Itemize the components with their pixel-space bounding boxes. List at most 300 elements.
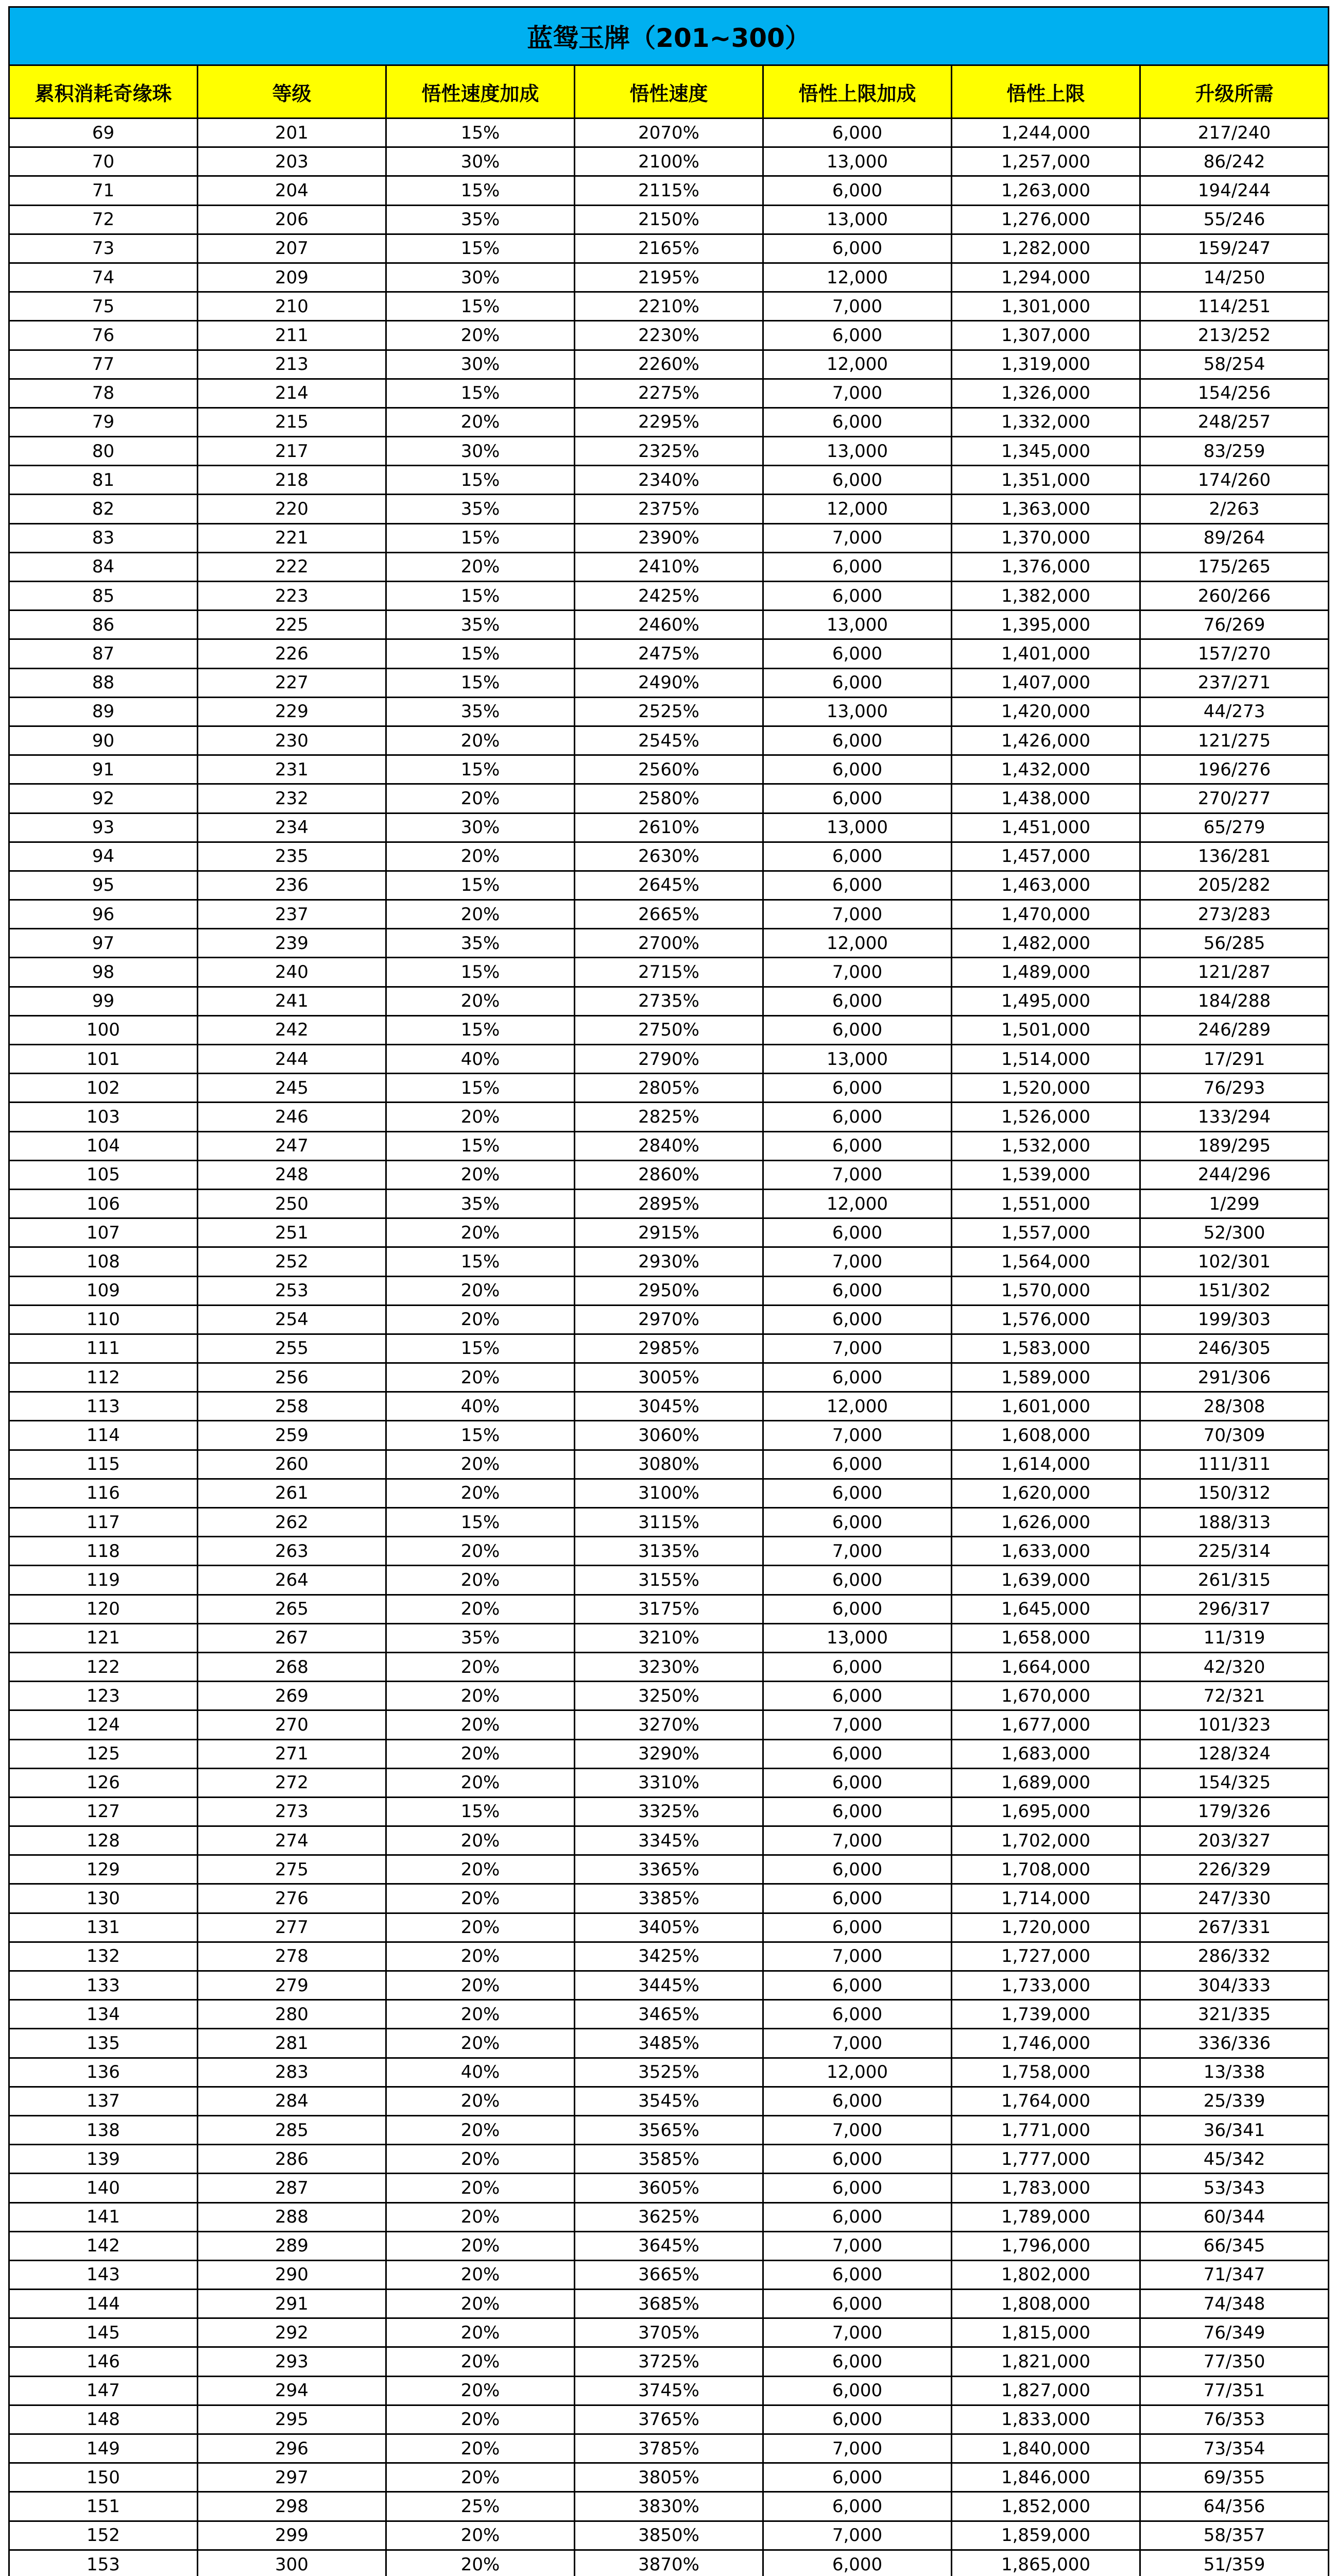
table-row xyxy=(9,118,1329,147)
cap-bonus-cell: 13,000 xyxy=(763,697,952,726)
level-cell: 236 xyxy=(198,871,386,900)
speed-bonus-cell: 15% xyxy=(386,118,575,147)
speed-bonus-cell: 40% xyxy=(386,1045,575,1074)
cap-cell: 1,720,000 xyxy=(952,1913,1140,1942)
table-row xyxy=(9,2492,1329,2521)
level-cell: 261 xyxy=(198,1479,386,1507)
cap-cell: 1,294,000 xyxy=(952,263,1140,292)
table-row xyxy=(9,1074,1329,1103)
upgrade-required-cell: 237/271 xyxy=(1140,668,1329,697)
table-row xyxy=(9,1189,1329,1218)
upgrade-required-cell: 261/315 xyxy=(1140,1566,1329,1595)
cumulative-pearls-cell: 100 xyxy=(9,1015,198,1044)
cap-cell: 1,739,000 xyxy=(952,2000,1140,2029)
cap-bonus-cell: 7,000 xyxy=(763,958,952,987)
cap-bonus-cell: 13,000 xyxy=(763,205,952,234)
speed-cell: 2115% xyxy=(575,176,763,205)
level-cell: 237 xyxy=(198,900,386,929)
speed-cell: 2410% xyxy=(575,552,763,581)
speed-bonus-cell: 15% xyxy=(386,1247,575,1276)
speed-bonus-cell: 20% xyxy=(386,1305,575,1334)
level-cell: 217 xyxy=(198,437,386,466)
table-row xyxy=(9,1479,1329,1507)
speed-bonus-cell: 15% xyxy=(386,1334,575,1363)
upgrade-required-cell: 56/285 xyxy=(1140,929,1329,958)
cap-cell: 1,827,000 xyxy=(952,2376,1140,2405)
level-cell: 277 xyxy=(198,1913,386,1942)
speed-cell: 3365% xyxy=(575,1855,763,1884)
table-row xyxy=(9,1508,1329,1537)
cap-bonus-cell: 6,000 xyxy=(763,784,952,813)
table-row xyxy=(9,2521,1329,2550)
cap-cell: 1,601,000 xyxy=(952,1392,1140,1421)
cap-bonus-cell: 6,000 xyxy=(763,2174,952,2202)
speed-cell: 2985% xyxy=(575,1334,763,1363)
cumulative-pearls-cell: 135 xyxy=(9,2029,198,2058)
cap-bonus-cell: 7,000 xyxy=(763,900,952,929)
level-cell: 271 xyxy=(198,1739,386,1768)
level-cell: 300 xyxy=(198,2550,386,2576)
level-cell: 207 xyxy=(198,234,386,263)
speed-cell: 2230% xyxy=(575,321,763,350)
cap-cell: 1,301,000 xyxy=(952,292,1140,321)
speed-cell: 2930% xyxy=(575,1247,763,1276)
cap-cell: 1,351,000 xyxy=(952,466,1140,495)
table-row xyxy=(9,1855,1329,1884)
upgrade-required-cell: 83/259 xyxy=(1140,437,1329,466)
speed-cell: 2735% xyxy=(575,987,763,1015)
upgrade-required-cell: 69/355 xyxy=(1140,2463,1329,2492)
table-row xyxy=(9,726,1329,755)
cap-cell: 1,420,000 xyxy=(952,697,1140,726)
speed-cell: 3765% xyxy=(575,2405,763,2434)
cumulative-pearls-cell: 120 xyxy=(9,1595,198,1623)
speed-bonus-cell: 20% xyxy=(386,1855,575,1884)
speed-bonus-cell: 40% xyxy=(386,1392,575,1421)
table-row xyxy=(9,987,1329,1015)
level-cell: 206 xyxy=(198,205,386,234)
cap-cell: 1,846,000 xyxy=(952,2463,1140,2492)
cap-cell: 1,620,000 xyxy=(952,1479,1140,1507)
speed-cell: 2950% xyxy=(575,1276,763,1305)
level-cell: 279 xyxy=(198,1971,386,2000)
upgrade-required-cell: 213/252 xyxy=(1140,321,1329,350)
speed-bonus-cell: 20% xyxy=(386,1942,575,1971)
upgrade-required-cell: 121/287 xyxy=(1140,958,1329,987)
upgrade-required-cell: 70/309 xyxy=(1140,1421,1329,1450)
cumulative-pearls-cell: 130 xyxy=(9,1884,198,1913)
upgrade-required-cell: 248/257 xyxy=(1140,408,1329,436)
upgrade-required-cell: 244/296 xyxy=(1140,1160,1329,1189)
cumulative-pearls-cell: 114 xyxy=(9,1421,198,1450)
upgrade-required-cell: 1/299 xyxy=(1140,1189,1329,1218)
table-row xyxy=(9,1566,1329,1595)
table-row xyxy=(9,2260,1329,2289)
cumulative-pearls-cell: 149 xyxy=(9,2434,198,2463)
cumulative-pearls-cell: 77 xyxy=(9,350,198,379)
table-row xyxy=(9,2087,1329,2115)
cap-cell: 1,614,000 xyxy=(952,1450,1140,1479)
speed-cell: 3175% xyxy=(575,1595,763,1623)
cap-bonus-cell: 12,000 xyxy=(763,2058,952,2087)
upgrade-required-cell: 150/312 xyxy=(1140,1479,1329,1507)
speed-cell: 3870% xyxy=(575,2550,763,2576)
table-row xyxy=(9,1623,1329,1652)
cumulative-pearls-cell: 93 xyxy=(9,813,198,842)
speed-bonus-cell: 15% xyxy=(386,582,575,611)
cap-cell: 1,363,000 xyxy=(952,495,1140,523)
cumulative-pearls-cell: 124 xyxy=(9,1710,198,1739)
speed-cell: 2100% xyxy=(575,147,763,176)
cap-bonus-cell: 6,000 xyxy=(763,842,952,871)
cap-cell: 1,733,000 xyxy=(952,1971,1140,2000)
cap-bonus-cell: 7,000 xyxy=(763,2231,952,2260)
table-row xyxy=(9,379,1329,408)
table-row xyxy=(9,1537,1329,1566)
speed-cell: 2325% xyxy=(575,437,763,466)
cumulative-pearls-cell: 152 xyxy=(9,2521,198,2550)
upgrade-required-cell: 76/293 xyxy=(1140,1074,1329,1103)
level-cell: 215 xyxy=(198,408,386,436)
table-row xyxy=(9,1884,1329,1913)
cap-bonus-cell: 6,000 xyxy=(763,2000,952,2029)
upgrade-required-cell: 260/266 xyxy=(1140,582,1329,611)
cap-bonus-cell: 6,000 xyxy=(763,1450,952,1479)
upgrade-required-cell: 321/335 xyxy=(1140,2000,1329,2029)
speed-bonus-cell: 20% xyxy=(386,321,575,350)
level-cell: 247 xyxy=(198,1131,386,1160)
cap-cell: 1,758,000 xyxy=(952,2058,1140,2087)
level-cell: 244 xyxy=(198,1045,386,1074)
speed-cell: 3115% xyxy=(575,1508,763,1537)
speed-cell: 2915% xyxy=(575,1218,763,1247)
cap-bonus-cell: 6,000 xyxy=(763,176,952,205)
cap-bonus-cell: 6,000 xyxy=(763,118,952,147)
speed-bonus-cell: 20% xyxy=(386,1450,575,1479)
cap-bonus-cell: 12,000 xyxy=(763,1392,952,1421)
speed-bonus-cell: 20% xyxy=(386,2318,575,2347)
level-cell: 299 xyxy=(198,2521,386,2550)
upgrade-required-cell: 273/283 xyxy=(1140,900,1329,929)
speed-cell: 3465% xyxy=(575,2000,763,2029)
upgrade-required-cell: 25/339 xyxy=(1140,2087,1329,2115)
table-row xyxy=(9,755,1329,784)
speed-cell: 2165% xyxy=(575,234,763,263)
cap-bonus-cell: 12,000 xyxy=(763,929,952,958)
cumulative-pearls-cell: 84 xyxy=(9,552,198,581)
cap-cell: 1,332,000 xyxy=(952,408,1140,436)
cap-bonus-cell: 6,000 xyxy=(763,2290,952,2318)
level-cell: 214 xyxy=(198,379,386,408)
upgrade-required-cell: 184/288 xyxy=(1140,987,1329,1015)
speed-cell: 3045% xyxy=(575,1392,763,1421)
cumulative-pearls-cell: 110 xyxy=(9,1305,198,1334)
speed-cell: 3345% xyxy=(575,1826,763,1855)
upgrade-required-cell: 246/289 xyxy=(1140,1015,1329,1044)
speed-bonus-cell: 15% xyxy=(386,292,575,321)
cap-cell: 1,639,000 xyxy=(952,1566,1140,1595)
cap-bonus-cell: 7,000 xyxy=(763,2115,952,2144)
header-speed: 悟性速度 xyxy=(575,65,763,118)
cap-bonus-cell: 7,000 xyxy=(763,2029,952,2058)
cap-bonus-cell: 7,000 xyxy=(763,379,952,408)
level-cell: 269 xyxy=(198,1682,386,1710)
speed-cell: 3605% xyxy=(575,2174,763,2202)
speed-bonus-cell: 20% xyxy=(386,552,575,581)
table-row xyxy=(9,2029,1329,2058)
speed-bonus-cell: 20% xyxy=(386,1739,575,1768)
cumulative-pearls-cell: 89 xyxy=(9,697,198,726)
upgrade-required-cell: 203/327 xyxy=(1140,1826,1329,1855)
speed-bonus-cell: 15% xyxy=(386,379,575,408)
level-cell: 273 xyxy=(198,1797,386,1826)
speed-cell: 3250% xyxy=(575,1682,763,1710)
level-cell: 256 xyxy=(198,1363,386,1392)
cap-cell: 1,382,000 xyxy=(952,582,1140,611)
speed-cell: 3850% xyxy=(575,2521,763,2550)
speed-bonus-cell: 20% xyxy=(386,2145,575,2174)
speed-bonus-cell: 15% xyxy=(386,1015,575,1044)
speed-cell: 3445% xyxy=(575,1971,763,2000)
level-cell: 221 xyxy=(198,523,386,552)
cap-bonus-cell: 6,000 xyxy=(763,1855,952,1884)
cap-bonus-cell: 6,000 xyxy=(763,668,952,697)
speed-bonus-cell: 20% xyxy=(386,2434,575,2463)
cap-cell: 1,451,000 xyxy=(952,813,1140,842)
cap-bonus-cell: 7,000 xyxy=(763,1826,952,1855)
cumulative-pearls-cell: 76 xyxy=(9,321,198,350)
cumulative-pearls-cell: 131 xyxy=(9,1913,198,1942)
cap-bonus-cell: 6,000 xyxy=(763,1913,952,1942)
upgrade-required-cell: 128/324 xyxy=(1140,1739,1329,1768)
level-cell: 293 xyxy=(198,2347,386,2376)
speed-cell: 3625% xyxy=(575,2202,763,2231)
cap-cell: 1,263,000 xyxy=(952,176,1140,205)
cap-bonus-cell: 7,000 xyxy=(763,1160,952,1189)
table-row xyxy=(9,1652,1329,1681)
speed-bonus-cell: 20% xyxy=(386,1913,575,1942)
table-row xyxy=(9,495,1329,523)
cap-cell: 1,702,000 xyxy=(952,1826,1140,1855)
cap-cell: 1,833,000 xyxy=(952,2405,1140,2434)
speed-bonus-cell: 40% xyxy=(386,2058,575,2087)
table-row xyxy=(9,2202,1329,2231)
table-row xyxy=(9,2145,1329,2174)
speed-bonus-cell: 20% xyxy=(386,900,575,929)
jade-tablet-level-table xyxy=(8,6,1329,2576)
speed-cell: 3210% xyxy=(575,1623,763,1652)
cap-cell: 1,326,000 xyxy=(952,379,1140,408)
speed-bonus-cell: 20% xyxy=(386,2521,575,2550)
speed-cell: 3830% xyxy=(575,2492,763,2521)
cap-cell: 1,282,000 xyxy=(952,234,1140,263)
level-cell: 250 xyxy=(198,1189,386,1218)
level-cell: 225 xyxy=(198,611,386,639)
speed-bonus-cell: 20% xyxy=(386,1479,575,1507)
speed-bonus-cell: 20% xyxy=(386,2202,575,2231)
cap-cell: 1,852,000 xyxy=(952,2492,1140,2521)
level-cell: 252 xyxy=(198,1247,386,1276)
cumulative-pearls-cell: 90 xyxy=(9,726,198,755)
cap-bonus-cell: 6,000 xyxy=(763,2376,952,2405)
speed-cell: 3525% xyxy=(575,2058,763,2087)
cumulative-pearls-cell: 83 xyxy=(9,523,198,552)
speed-bonus-cell: 20% xyxy=(386,2550,575,2576)
speed-cell: 2295% xyxy=(575,408,763,436)
upgrade-required-cell: 77/350 xyxy=(1140,2347,1329,2376)
cap-cell: 1,501,000 xyxy=(952,1015,1140,1044)
speed-bonus-cell: 25% xyxy=(386,2492,575,2521)
cumulative-pearls-cell: 117 xyxy=(9,1508,198,1537)
cap-cell: 1,482,000 xyxy=(952,929,1140,958)
upgrade-required-cell: 174/260 xyxy=(1140,466,1329,495)
cap-cell: 1,520,000 xyxy=(952,1074,1140,1103)
cap-bonus-cell: 6,000 xyxy=(763,2463,952,2492)
speed-bonus-cell: 20% xyxy=(386,1884,575,1913)
upgrade-required-cell: 66/345 xyxy=(1140,2231,1329,2260)
upgrade-required-cell: 89/264 xyxy=(1140,523,1329,552)
cumulative-pearls-cell: 72 xyxy=(9,205,198,234)
cap-bonus-cell: 6,000 xyxy=(763,2145,952,2174)
cap-cell: 1,789,000 xyxy=(952,2202,1140,2231)
cumulative-pearls-cell: 143 xyxy=(9,2260,198,2289)
speed-cell: 3685% xyxy=(575,2290,763,2318)
table-row xyxy=(9,1739,1329,1768)
cumulative-pearls-cell: 82 xyxy=(9,495,198,523)
cap-cell: 1,589,000 xyxy=(952,1363,1140,1392)
speed-cell: 3155% xyxy=(575,1566,763,1595)
speed-cell: 3100% xyxy=(575,1479,763,1507)
cumulative-pearls-cell: 142 xyxy=(9,2231,198,2260)
speed-bonus-cell: 20% xyxy=(386,2000,575,2029)
cap-cell: 1,608,000 xyxy=(952,1421,1140,1450)
speed-cell: 2425% xyxy=(575,582,763,611)
cumulative-pearls-cell: 88 xyxy=(9,668,198,697)
cap-bonus-cell: 6,000 xyxy=(763,321,952,350)
cumulative-pearls-cell: 99 xyxy=(9,987,198,1015)
cumulative-pearls-cell: 128 xyxy=(9,1826,198,1855)
cap-cell: 1,808,000 xyxy=(952,2290,1140,2318)
table-row xyxy=(9,1363,1329,1392)
cap-cell: 1,395,000 xyxy=(952,611,1140,639)
speed-bonus-cell: 20% xyxy=(386,2376,575,2405)
table-row xyxy=(9,466,1329,495)
level-cell: 272 xyxy=(198,1768,386,1797)
cap-cell: 1,695,000 xyxy=(952,1797,1140,1826)
table-row xyxy=(9,437,1329,466)
upgrade-required-cell: 336/336 xyxy=(1140,2029,1329,2058)
cumulative-pearls-cell: 96 xyxy=(9,900,198,929)
speed-cell: 3385% xyxy=(575,1884,763,1913)
cap-bonus-cell: 12,000 xyxy=(763,263,952,292)
level-cell: 262 xyxy=(198,1508,386,1537)
speed-bonus-cell: 15% xyxy=(386,755,575,784)
header-upgrade-required: 升级所需 xyxy=(1140,65,1329,118)
table-row xyxy=(9,552,1329,581)
speed-cell: 3585% xyxy=(575,2145,763,2174)
speed-cell: 2490% xyxy=(575,668,763,697)
upgrade-required-cell: 101/323 xyxy=(1140,1710,1329,1739)
table-row xyxy=(9,871,1329,900)
cumulative-pearls-cell: 101 xyxy=(9,1045,198,1074)
speed-bonus-cell: 30% xyxy=(386,813,575,842)
speed-bonus-cell: 20% xyxy=(386,784,575,813)
upgrade-required-cell: 44/273 xyxy=(1140,697,1329,726)
cap-bonus-cell: 6,000 xyxy=(763,1884,952,1913)
speed-bonus-cell: 35% xyxy=(386,205,575,234)
cap-cell: 1,345,000 xyxy=(952,437,1140,466)
speed-cell: 3005% xyxy=(575,1363,763,1392)
cumulative-pearls-cell: 138 xyxy=(9,2115,198,2144)
cap-cell: 1,626,000 xyxy=(952,1508,1140,1537)
table-row xyxy=(9,1971,1329,2000)
level-cell: 210 xyxy=(198,292,386,321)
speed-bonus-cell: 30% xyxy=(386,437,575,466)
speed-bonus-cell: 20% xyxy=(386,1682,575,1710)
cap-cell: 1,664,000 xyxy=(952,1652,1140,1681)
speed-bonus-cell: 15% xyxy=(386,1508,575,1537)
level-cell: 209 xyxy=(198,263,386,292)
cap-cell: 1,319,000 xyxy=(952,350,1140,379)
cap-bonus-cell: 6,000 xyxy=(763,2087,952,2115)
speed-cell: 2195% xyxy=(575,263,763,292)
speed-cell: 2630% xyxy=(575,842,763,871)
level-cell: 278 xyxy=(198,1942,386,1971)
speed-cell: 3665% xyxy=(575,2260,763,2289)
table-row xyxy=(9,2231,1329,2260)
level-cell: 296 xyxy=(198,2434,386,2463)
cap-cell: 1,796,000 xyxy=(952,2231,1140,2260)
cumulative-pearls-cell: 73 xyxy=(9,234,198,263)
speed-bonus-cell: 15% xyxy=(386,466,575,495)
table-row xyxy=(9,234,1329,263)
cap-cell: 1,307,000 xyxy=(952,321,1140,350)
cap-cell: 1,532,000 xyxy=(952,1131,1140,1160)
speed-cell: 3725% xyxy=(575,2347,763,2376)
cap-cell: 1,764,000 xyxy=(952,2087,1140,2115)
speed-cell: 2895% xyxy=(575,1189,763,1218)
upgrade-required-cell: 11/319 xyxy=(1140,1623,1329,1652)
level-cell: 245 xyxy=(198,1074,386,1103)
upgrade-required-cell: 175/265 xyxy=(1140,552,1329,581)
upgrade-required-cell: 55/246 xyxy=(1140,205,1329,234)
upgrade-required-cell: 205/282 xyxy=(1140,871,1329,900)
table-row xyxy=(9,263,1329,292)
cap-cell: 1,821,000 xyxy=(952,2347,1140,2376)
table-row xyxy=(9,176,1329,205)
table-row xyxy=(9,1305,1329,1334)
speed-cell: 3425% xyxy=(575,1942,763,1971)
cap-cell: 1,426,000 xyxy=(952,726,1140,755)
speed-bonus-cell: 20% xyxy=(386,2087,575,2115)
cumulative-pearls-cell: 137 xyxy=(9,2087,198,2115)
level-cell: 259 xyxy=(198,1421,386,1450)
cap-bonus-cell: 7,000 xyxy=(763,1334,952,1363)
cumulative-pearls-cell: 119 xyxy=(9,1566,198,1595)
cap-bonus-cell: 7,000 xyxy=(763,523,952,552)
cap-cell: 1,470,000 xyxy=(952,900,1140,929)
level-cell: 253 xyxy=(198,1276,386,1305)
cap-bonus-cell: 13,000 xyxy=(763,147,952,176)
cumulative-pearls-cell: 136 xyxy=(9,2058,198,2087)
cap-cell: 1,840,000 xyxy=(952,2434,1140,2463)
table-row xyxy=(9,2290,1329,2318)
speed-bonus-cell: 30% xyxy=(386,350,575,379)
table-row xyxy=(9,350,1329,379)
upgrade-required-cell: 154/325 xyxy=(1140,1768,1329,1797)
speed-bonus-cell: 20% xyxy=(386,1566,575,1595)
cumulative-pearls-cell: 150 xyxy=(9,2463,198,2492)
